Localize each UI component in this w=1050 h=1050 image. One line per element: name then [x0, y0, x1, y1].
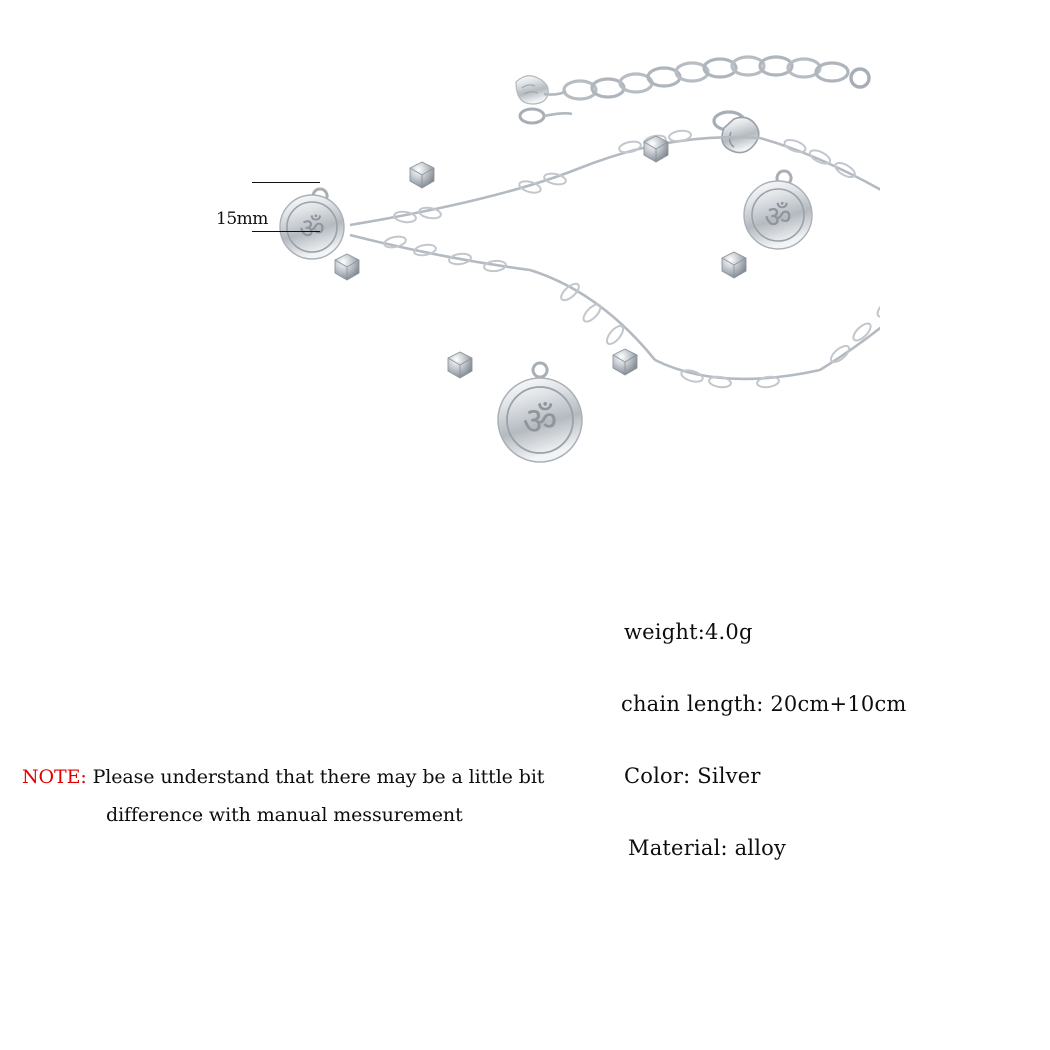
note-block — [22, 758, 582, 834]
anklet-drawing — [200, 20, 880, 500]
om-charm-right — [744, 171, 812, 249]
spec-material: Material: alloy — [628, 836, 787, 860]
svg-text:ॐ: ॐ — [764, 200, 792, 235]
svg-text:ॐ: ॐ — [522, 399, 558, 443]
om-charm-left — [280, 189, 344, 259]
brand-tag — [516, 76, 548, 104]
extender-chain — [564, 57, 848, 99]
dimension-leader-bottom — [252, 231, 320, 232]
note-text-line1: Please understand that there may be a little bit — [92, 766, 545, 788]
cube-beads — [335, 136, 746, 378]
spec-color: Color: Silver — [624, 764, 761, 788]
dimension-label: 15mm — [216, 209, 268, 229]
spec-list — [621, 620, 1024, 860]
spec-chain-length: chain length: 20cm+10cm — [621, 692, 907, 716]
note-text-line2: difference with manual messurement — [106, 804, 463, 826]
lobster-clasp — [520, 109, 759, 153]
note-label: NOTE: — [22, 766, 87, 788]
spec-weight: weight:4.0g — [624, 620, 753, 644]
om-charm-bottom — [498, 363, 582, 462]
dimension-leader-top — [252, 182, 320, 183]
svg-text:ॐ: ॐ — [299, 212, 325, 245]
end-ring — [851, 69, 869, 87]
product-illustration — [200, 20, 880, 500]
note-first-line — [22, 758, 582, 796]
